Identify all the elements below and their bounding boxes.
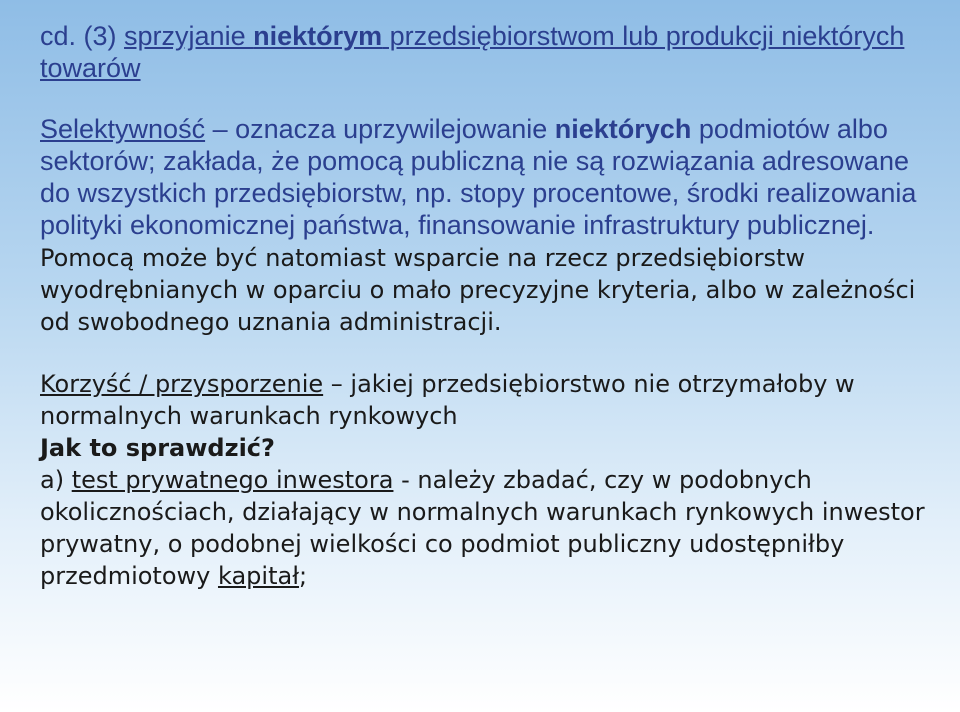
selectivity-text-2: podmiotów albo sektorów; zakłada, że pomocą publiczną nie są rozwiązania adresowane do wszystkich przedsiębiorstw, np. stopy procentowe, środki realizowania polityki ekonomicznej państwa, finansowanie infrastruktury publicznej. (40, 114, 917, 240)
heading-underlined-2: przedsiębiorstwom lub produkcji niektórych towarów (40, 21, 905, 83)
capital-link[interactable]: kapitał (217, 562, 300, 590)
heading-underlined-1: sprzyjanie (124, 21, 254, 51)
advantage-item-prefix: a) (40, 466, 72, 494)
heading-paragraph (40, 20, 940, 84)
advantage-paragraph (40, 368, 940, 592)
advantage-question: Jak to sprawdzić? (40, 434, 275, 462)
advantage-term: Korzyść / przysporzenie (40, 370, 324, 398)
selectivity-text-3: Pomocą może być natomiast wsparcie na rzecz przedsiębiorstw wyodrębnianych w oparciu o mało precyzyjne kryteria, albo w zależności od swobodnego uznania administracji. (40, 244, 916, 336)
heading-prefix: cd. (3) (40, 21, 125, 51)
advantage-item-end: ; (299, 562, 308, 590)
private-investor-test-link[interactable]: test prywatnego inwestora (71, 466, 394, 494)
selectivity-bold: niektórych (554, 114, 692, 144)
heading-bold-underlined: niektórym (253, 21, 383, 51)
advantage-text: – jakiej przedsiębiorstwo nie otrzymałoby w normalnych warunkach rynkowych (40, 370, 855, 430)
selectivity-paragraph (40, 113, 940, 338)
selectivity-term: Selektywność (40, 114, 206, 144)
slide-content (40, 20, 940, 592)
selectivity-text-1: – oznacza uprzywilejowanie (205, 114, 555, 144)
advantage-item-text: - należy zbadać, czy w podobnych okolicznościach, działający w normalnych warunkach rynkowych inwestor prywatny, o podobnej wielkości co podmiot publiczny udostępniłby przedmiotowy (40, 466, 925, 590)
